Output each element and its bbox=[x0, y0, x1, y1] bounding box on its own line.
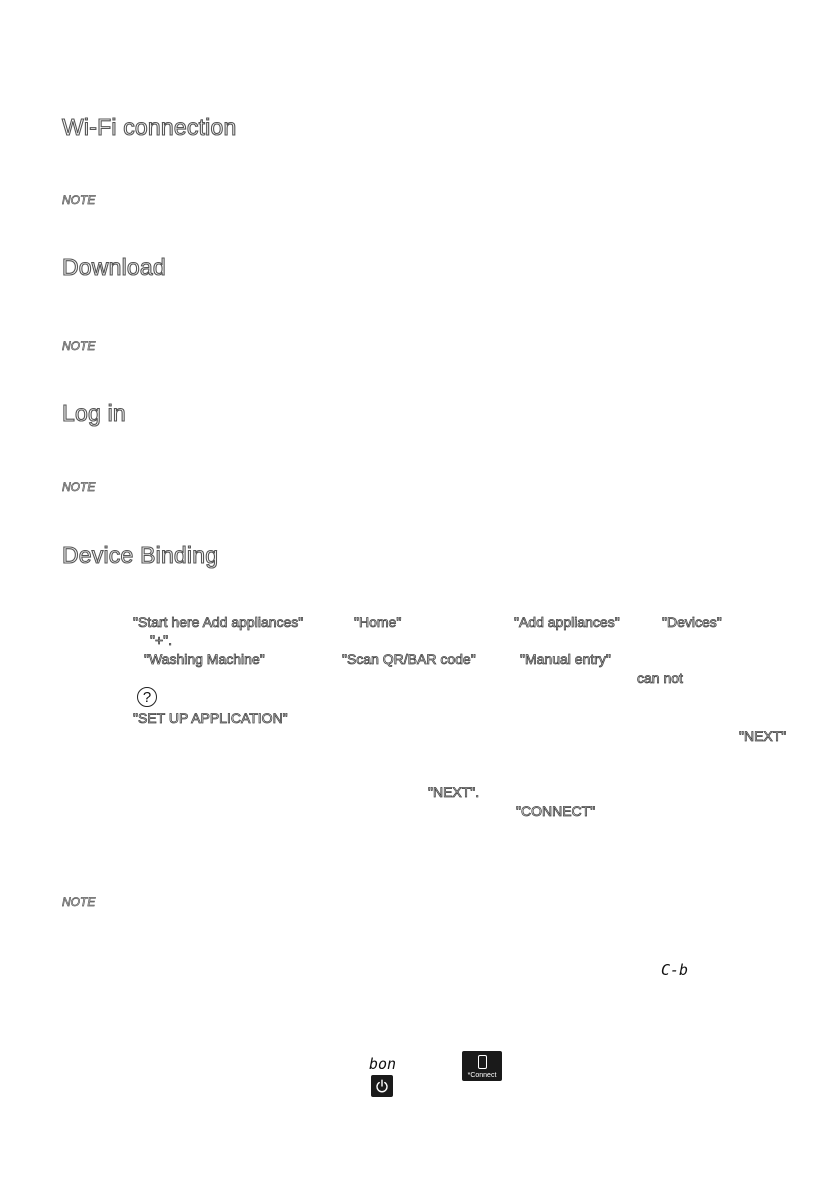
note-wifi: NOTE bbox=[62, 193, 96, 207]
display-code-c-b: C-b bbox=[661, 961, 689, 979]
text-devices: "Devices" bbox=[662, 614, 722, 630]
text-add-appliances: "Add appliances" bbox=[514, 614, 620, 630]
note-binding: NOTE bbox=[62, 895, 96, 909]
text-manual-entry: "Manual entry" bbox=[520, 651, 611, 667]
connect-label: *Connect bbox=[467, 1072, 497, 1079]
text-connect: "CONNECT" bbox=[516, 803, 596, 819]
text-start-here: "Start here Add appliances" bbox=[133, 614, 304, 630]
power-icon bbox=[371, 1075, 393, 1097]
text-can-not: can not bbox=[637, 670, 683, 686]
note-login: NOTE bbox=[62, 480, 96, 494]
text-scan-code: "Scan QR/BAR code" bbox=[342, 651, 476, 667]
text-washing-machine: "Washing Machine" bbox=[144, 651, 265, 667]
text-next-1: "NEXT" bbox=[739, 728, 787, 744]
heading-download: Download bbox=[62, 254, 166, 280]
heading-wifi-connection: Wi-Fi connection bbox=[62, 114, 237, 140]
phone-icon bbox=[478, 1055, 487, 1069]
text-home: "Home" bbox=[354, 614, 402, 630]
heading-device-binding: Device Binding bbox=[62, 542, 219, 568]
heading-log-in: Log in bbox=[62, 400, 126, 426]
text-next-2: "NEXT". bbox=[428, 784, 480, 800]
note-download: NOTE bbox=[62, 339, 96, 353]
text-setup-application: "SET UP APPLICATION" bbox=[133, 710, 288, 726]
question-circle-icon bbox=[137, 687, 157, 707]
connect-button-icon bbox=[462, 1051, 502, 1081]
display-code-bon: bon bbox=[369, 1055, 397, 1073]
text-plus: "+". bbox=[150, 632, 173, 648]
help-symbol: ? bbox=[142, 688, 152, 706]
